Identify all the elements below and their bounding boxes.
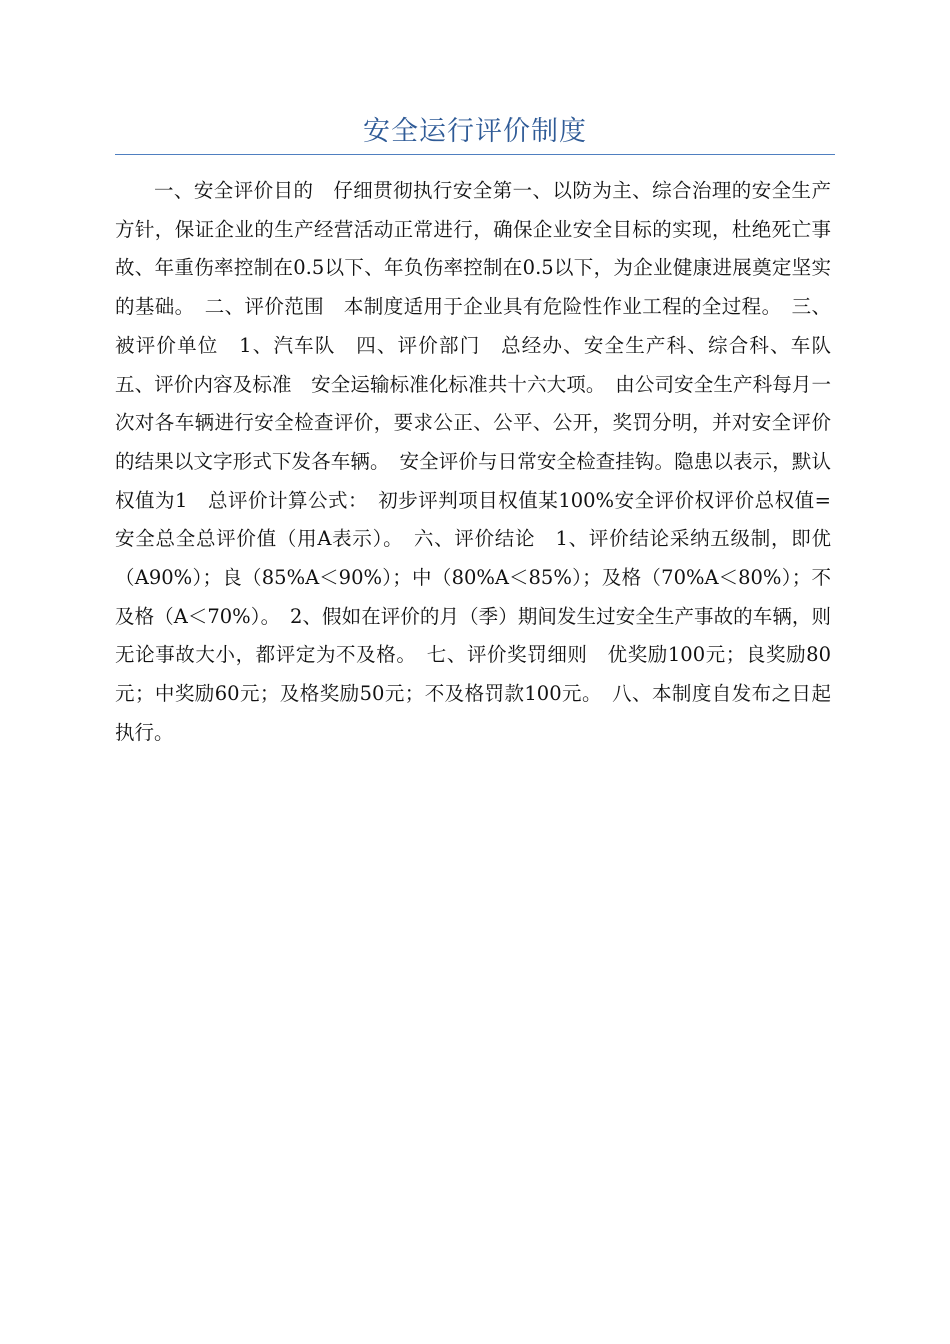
title-underline bbox=[115, 154, 835, 155]
document-title: 安全运行评价制度 bbox=[363, 116, 587, 147]
document-body: 一、安全评价目的 仔细贯彻执行安全第一、以防为主、综合治理的安全生产方针，保证企业的生产经营活动正常进行，确保企业安全目标的实现，杜绝死亡事故、年重伤率控制在0.5以下、年负伤率控制在0.5以下，为企业健康进展奠定坚实的基础。 二、评价范围 本制度适用于企业具有危险性作业工程的全过程。 三、被评价单位 1、汽车队 四、评价部门 总经办、安全生产科、综合科、车队 五、评价内容及标准 安全运输标准化标准共十六大项。 由公司安全生产科每月一次对各车辆进行安全检查评价，要求公正、公平、公开，奖罚分明，并对安全评价的结果以文字形式下发各车辆。 安全评价与日常安全检查挂钩。隐患以表示，默认权值为1 总评价计算公式： 初步评判项目权值某100%安全评价权评价总权值=安全总全总评价值（用A表示）。 六、评价结论 1、评价结论采纳五级制，即优（A90%）；良（85%A＜90%）；中（80%A＜85%）；及格（70%A＜80%）；不及格（A＜70%）。 2、假如在评价的月（季）期间发生过安全生产事故的车辆，则无论事故大小，都评定为不及格。 七、评价奖罚细则 优奖励100元；良奖励80元；中奖励60元；及格奖励50元；不及格罚款100元。 八、本制度自发布之日起执行。 bbox=[115, 179, 851, 744]
